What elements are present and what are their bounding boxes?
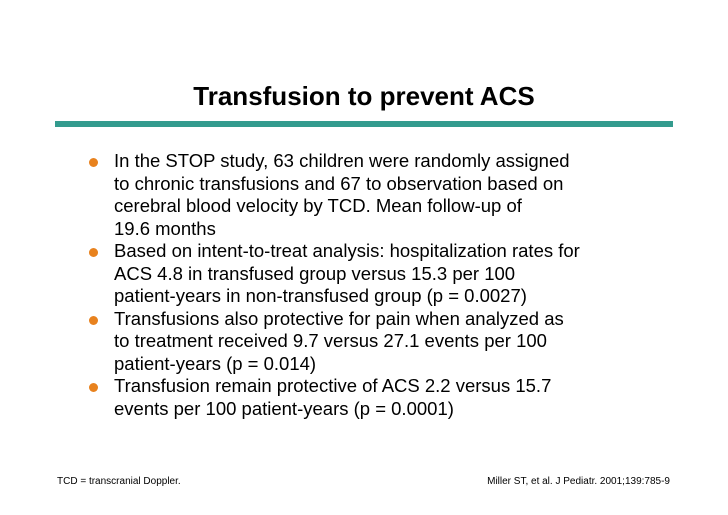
bullet-item-intent-to-treat [0,240,674,308]
footnote-citation: Miller ST, et al. J Pediatr. 2001;139:785-9 [487,476,670,487]
title-underline [55,121,673,127]
bullet-text-line: cerebral blood velocity by TCD. Mean follow-up of [114,195,522,216]
bullet-dot-icon [89,248,98,257]
bullet-dot-icon [89,316,98,325]
bullet-text-line: Transfusions also protective for pain when analyzed as [114,307,564,329]
bullet-text-line: to treatment received 9.7 versus 27.1 events per 100 [114,330,547,351]
bullet-item-acs-protection [0,375,674,420]
bullet-text-line: Transfusion remain protective of ACS 2.2 versus 15.7 [114,375,552,396]
bullet-text-line: patient-years in non-transfused group (p = 0.0027) [114,285,527,306]
bullet-text-line: 19.6 months [114,217,216,239]
bullet-item-pain-protection [0,308,674,376]
slide-title: Transfusion to prevent ACS [193,81,535,111]
bullet-dot-icon [89,383,98,392]
bullet-text-line: Based on intent-to-treat analysis: hospitalization rates for [114,240,580,261]
bullet-dot-icon [89,158,98,167]
footnote-abbreviation: TCD = transcranial Doppler. [57,476,181,487]
bullet-text-line: In the STOP study, 63 children were randomly assigned [114,150,570,171]
bullet-item-stop-study [0,150,674,240]
bullet-text-line: ACS 4.8 in transfused group versus 15.3 per 100 [114,262,516,284]
bullet-list [0,150,728,420]
bullet-text-line: patient-years (p = 0.014) [114,352,317,374]
bullet-text-line: events per 100 patient-years (p = 0.0001) [114,397,454,419]
bullet-text-line: to chronic transfusions and 67 to observation based on [114,172,564,194]
